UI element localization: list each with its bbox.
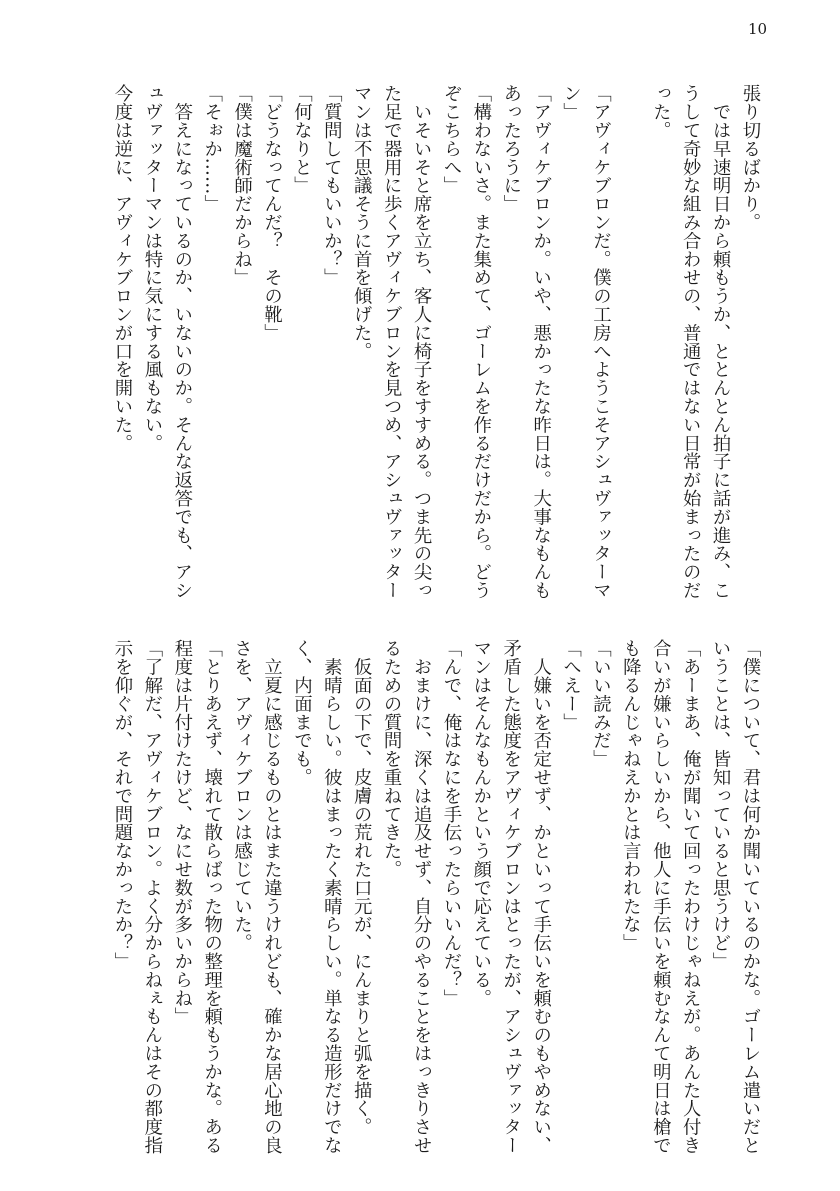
text-line: 「とりあえず、壊れて散らばった物の整理を頼もうかな。ある (201, 639, 223, 1155)
text-line: マンは不思議そうに首を傾げた。 (351, 84, 373, 360)
text-block-bottom (105, 639, 765, 1159)
text-line: 人嫌いを否定せず、かといって手伝いを頼むのもやめない、 (530, 639, 552, 1155)
text-line: 「僕について、君は何か聞いているのかな。ゴーレム遣いだと (740, 639, 761, 1155)
text-line: マンはそんなもんかという顔で応えている。 (470, 639, 492, 1007)
text-line: さを、アヴィケブロンは感じていた。 (231, 639, 253, 952)
text-line: 張り切るばかり。 (740, 84, 761, 232)
text-line: ぞこちらへ」 (440, 84, 462, 195)
text-line: 矛盾した態度をアヴィケブロンはとったが、アシュヴァッター (500, 639, 522, 1155)
text-line: 「へえー」 (560, 639, 582, 731)
text-line: も降るんじゃねえかとは言われたな」 (620, 639, 642, 952)
text-line: 「僕は魔術師だからね」 (231, 84, 253, 287)
text-line: 「そぉか……」 (201, 84, 223, 213)
text-line: 答えになっているのか、いないのか。そんな返答でも、アシ (171, 84, 193, 600)
text-line: た足で器用に歩くアヴィケブロンを見つめ、アシュヴァッター (381, 84, 403, 600)
text-line: 「いい読みだ」 (590, 639, 612, 768)
text-line (615, 84, 645, 604)
page-number: 10 (748, 20, 768, 38)
text-line: 「アヴィケブロンだ。僕の工房へようこそアシュヴァッターマ (590, 84, 612, 600)
text-block-top (105, 84, 765, 604)
text-line: 示を仰ぐが、それで問題なかったか？」 (111, 639, 133, 971)
text-line: ュヴァッターマンは特に気にする風もない。 (141, 84, 163, 452)
text-line: 「どうなってんだ？ その靴」 (261, 84, 283, 342)
text-line: 今度は逆に、アヴィケブロンが口を開いた。 (111, 84, 133, 452)
text-line: るための質問を重ねてきた。 (381, 639, 403, 879)
text-line: 「んで、俺はなにを手伝ったらいいんだ？」 (440, 639, 462, 1007)
text-line: いそいそと席を立ち、客人に椅子をすすめる。つま先の尖っ (411, 84, 433, 600)
text-line: く、内面までも。 (291, 639, 313, 787)
text-line: うして奇妙な組み合わせの、普通ではない日常が始まったのだ (680, 84, 702, 600)
text-line: 「質問してもいいか？」 (321, 84, 343, 287)
text-line: あったろうに」 (500, 84, 522, 213)
text-line: 「了解だ、アヴィケブロン。よく分からねぇもんはその都度指 (141, 639, 163, 1155)
text-line: では早速明日から頼もうか、ととんとん拍子に話が進み、こ (710, 84, 732, 600)
text-line: おまけに、深くは追及せず、自分のやることをはっきりさせ (411, 639, 433, 1155)
text-line: 「何なりと」 (291, 84, 313, 195)
text-line: 素晴らしい。彼はまったく素晴らしい。単なる造形だけでな (321, 639, 343, 1155)
text-line: 合いが嫌いらしいから、他人に手伝いを頼むなんて明日は槍で (650, 639, 672, 1155)
text-line: いうことは、皆知っていると思うけど」 (710, 639, 732, 971)
text-line: 仮面の下で、皮膚の荒れた口元が、にんまりと弧を描く。 (351, 639, 373, 1136)
text-line: 「あーまあ、俺が聞いて回ったわけじゃねえが。あんた人付き (680, 639, 702, 1155)
text-line: ン」 (560, 84, 582, 121)
text-line: 程度は片付けたけど、なにせ数が多いからね」 (171, 639, 193, 1026)
text-line: 「アヴィケブロンか。いや、悪かったな昨日は。大事なもんも (530, 84, 552, 600)
text-line: 「構わないさ。また集めて、ゴーレムを作るだけだから。どう (470, 84, 492, 600)
text-line: った。 (650, 84, 672, 140)
text-line: 立夏に感じるものとはまた違うけれども、確かな居心地の良 (261, 639, 283, 1155)
